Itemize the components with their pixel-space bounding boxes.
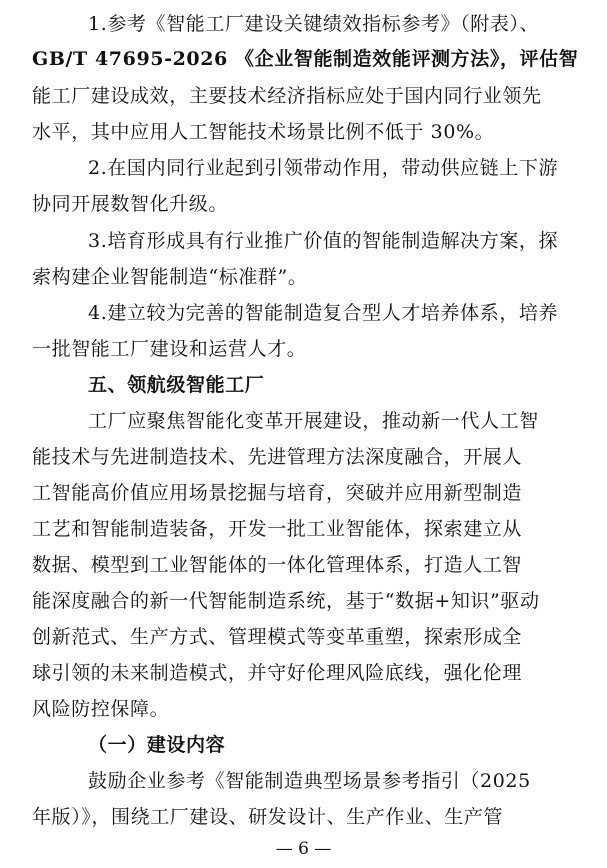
subsection-heading: （一）建设内容 [88, 734, 226, 756]
text-line-18: 创新范式、生产方式、管理模式等变革重塑，探索形成全 [32, 626, 523, 648]
text-line-19: 球引领的未来制造模式，并守好伦理风险底线，强化伦理 [32, 662, 523, 684]
text-line-20: 风险防控保障。 [32, 698, 170, 720]
text-line-17: 能深度融合的新一代智能制造系统，基于“数据+知识”驱动 [32, 590, 540, 612]
text-line-2: GB/T 47695-2026 《企业智能制造效能评测方法》，评估智 [32, 48, 579, 70]
text-line-7: 3.培育形成具有行业推广价值的智能制造解决方案，探 [88, 230, 559, 252]
text-line-1: 1.参考《智能工厂建设关键绩效指标参考》（附表）、 [88, 13, 540, 35]
text-line-22: 鼓励企业参考《智能制造典型场景参考指引（2025 [88, 770, 531, 792]
text-line-8: 索构建企业智能制造“标准群”。 [32, 266, 308, 288]
text-line-14: 工智能高价值应用场景挖掘与培育，突破并应用新型制造 [32, 482, 523, 504]
section-heading: 五、领航级智能工厂 [88, 374, 265, 396]
text-line-5: 2.在国内同行业起到引领带动作用，带动供应链上下游 [88, 157, 559, 179]
text-line-4: 水平，其中应用人工智能技术场景比例不低于 30%。 [32, 121, 495, 143]
text-line-16: 数据、模型到工业智能体的一体化管理体系，打造人工智 [32, 554, 523, 576]
text-line-15: 工艺和智能制造装备，开发一批工业智能体，探索建立从 [32, 518, 523, 540]
text-line-23: 年版）》，围绕工厂建设、研发设计、生产作业、生产管 [32, 806, 504, 828]
text-line-13: 能技术与先进制造技术、先进管理方法深度融合，开展人 [32, 446, 523, 468]
page-number: — 6 — [275, 839, 332, 859]
text-line-12: 工厂应聚焦智能化变革开展建设，推动新一代人工智 [88, 410, 539, 432]
text-line-10: 一批智能工厂建设和运营人才。 [32, 338, 307, 360]
text-line-3: 能工厂建设成效，主要技术经济指标应处于国内同行业领先 [32, 85, 542, 107]
text-line-9: 4.建立较为完善的智能制造复合型人才培养体系，培养 [88, 302, 559, 324]
text-line-6: 协同开展数智化升级。 [32, 193, 229, 215]
